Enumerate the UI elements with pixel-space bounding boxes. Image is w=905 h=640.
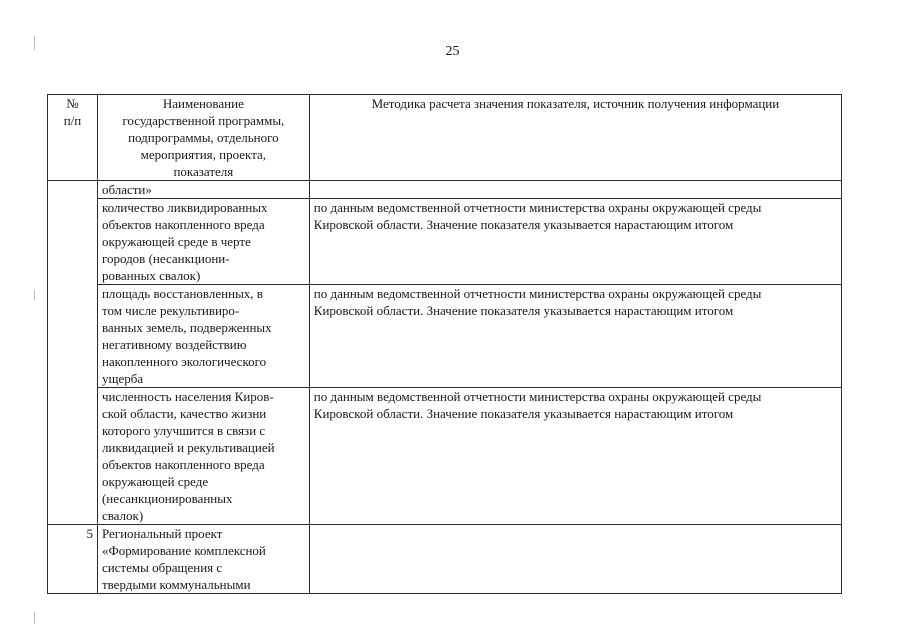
margin-mark-bottom bbox=[34, 612, 35, 624]
indicator-methodology-table bbox=[47, 94, 842, 594]
margin-mark-top bbox=[34, 36, 35, 50]
row-number: 5 bbox=[48, 525, 98, 594]
table-row bbox=[48, 388, 842, 525]
indicator-name: численность населения Киров- ской области, качество жизни которого улучшится в связи с ликвидацией и рекультивацией объектов накопленного вреда окружающей среде (несанкционированных свалок) bbox=[97, 388, 309, 525]
indicator-name: количество ликвидированных объектов накопленного вреда окружающей среде в черте городов (несанкциони- рованных свалок) bbox=[97, 199, 309, 285]
indicator-method: по данным ведомственной отчетности министерства охраны окружающей среды Кировской области. Значение показателя указывается нарастающим итогом bbox=[309, 388, 841, 525]
continuation-method bbox=[309, 181, 841, 199]
indicator-method: по данным ведомственной отчетности министерства охраны окружающей среды Кировской области. Значение показателя указывается нарастающим итогом bbox=[309, 199, 841, 285]
project-method bbox=[309, 525, 841, 594]
indicator-name: площадь восстановленных, в том числе рекультивиро- ванных земель, подверженных негативному воздействию накопленного экологического ущерба bbox=[97, 285, 309, 388]
table-row bbox=[48, 285, 842, 388]
row-number-empty bbox=[48, 181, 98, 525]
table-header-row bbox=[48, 95, 842, 181]
header-number: № п/п bbox=[48, 95, 98, 181]
table-row-continuation bbox=[48, 181, 842, 199]
page-number: 25 bbox=[445, 44, 460, 59]
table-row bbox=[48, 199, 842, 285]
margin-mark-middle bbox=[34, 290, 35, 300]
indicator-method: по данным ведомственной отчетности министерства охраны окружающей среды Кировской области. Значение показателя указывается нарастающим итогом bbox=[309, 285, 841, 388]
table-row bbox=[48, 525, 842, 594]
project-name: Региональный проект «Формирование комплексной системы обращения с твердыми коммунальными bbox=[97, 525, 309, 594]
header-method: Методика расчета значения показателя, источник получения информации bbox=[309, 95, 841, 181]
header-name: Наименование государственной программы, подпрограммы, отдельного мероприятия, проекта, показателя bbox=[97, 95, 309, 181]
continuation-name: области» bbox=[97, 181, 309, 199]
